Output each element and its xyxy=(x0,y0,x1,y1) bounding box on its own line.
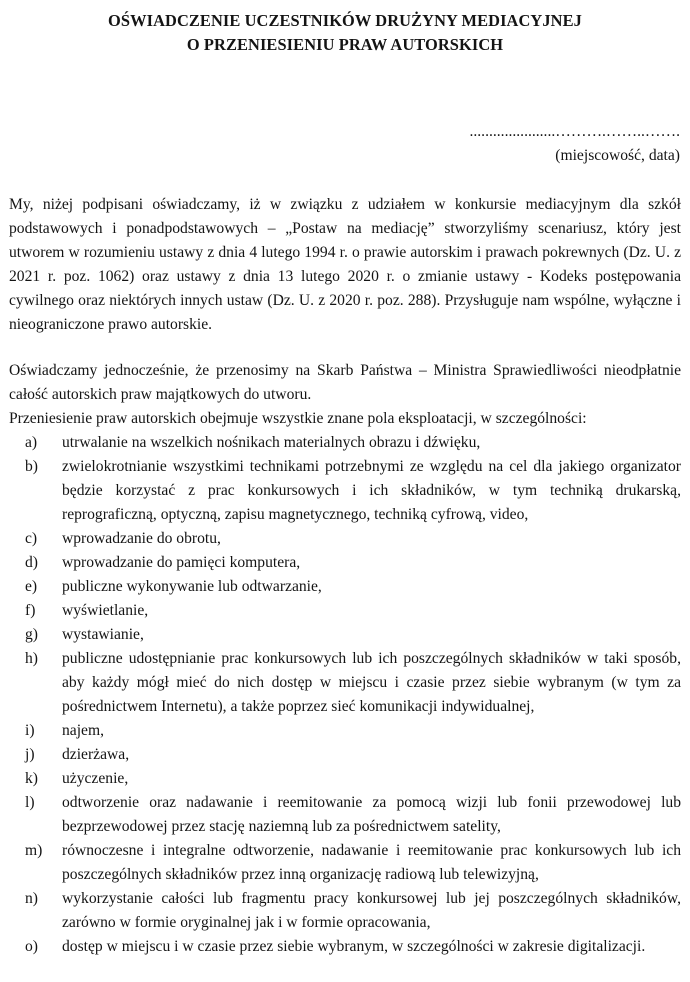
list-item-text: dzierżawa, xyxy=(62,746,130,763)
list-item-text: publiczne udostępnianie prac konkursowych lub ich poszczególnych składników w taki sposób, aby każdy mógł mieć do nich dostęp w miejscu i czasie przez siebie wybranym (w tym za pośrednictwem Internetu), a także poprzez sieć komunikacji indywidualnej, xyxy=(62,650,681,715)
list-item xyxy=(9,455,681,527)
list-item-marker: g) xyxy=(25,626,38,643)
list-item-text: wprowadzanie do pamięci komputera, xyxy=(62,554,301,571)
exploitation-fields-list xyxy=(9,431,681,959)
list-item-text: wyświetlanie, xyxy=(62,602,149,619)
list-item-text: zwielokrotnianie wszystkimi technikami potrzebnymi ze względu na cel dla jakiego organizator będzie korzystać z prac konkursowych i ich składników, w tym techniką drukarską, reprograficzną, optyczną, zapisu magnetycznego, techniką cyfrową, video, xyxy=(62,458,681,523)
list-item xyxy=(9,791,681,839)
list-item xyxy=(9,527,681,551)
list-item-marker: k) xyxy=(25,770,38,787)
document-title xyxy=(0,9,690,57)
list-item-text: utrwalanie na wszelkich nośnikach materialnych obrazu i dźwięku, xyxy=(62,434,481,451)
list-item xyxy=(9,887,681,935)
list-item-marker: h) xyxy=(25,650,38,667)
list-item-text: publiczne wykonywanie lub odtwarzanie, xyxy=(62,578,322,595)
list-item-marker: d) xyxy=(25,554,38,571)
list-item xyxy=(9,575,681,599)
list-item-marker: i) xyxy=(25,722,35,739)
list-item-marker: b) xyxy=(25,458,38,475)
list-item xyxy=(9,719,681,743)
list-item xyxy=(9,599,681,623)
fields-intro-paragraph: Przeniesienie praw autorskich obejmuje wszystkie znane pola eksploatacji, w szczególności: xyxy=(9,410,587,427)
list-item-text: wykorzystanie całości lub fragmentu pracy konkursowej lub jej poszczególnych składników, zarówno w formie oryginalnej jak i w formie opracowania, xyxy=(62,890,681,931)
list-item xyxy=(9,623,681,647)
list-item-text: dostęp w miejscu i w czasie przez siebie wybranym, w szczególności w zakresie digitalizacji. xyxy=(62,938,646,955)
list-item xyxy=(9,431,681,455)
list-item-text: użyczenie, xyxy=(62,770,129,787)
list-item-marker: l) xyxy=(25,794,35,811)
list-item-text: wystawianie, xyxy=(62,626,144,643)
list-item-text: najem, xyxy=(62,722,104,739)
transfer-paragraph: Oświadczamy jednocześnie, że przenosimy na Skarb Państwa – Ministra Sprawiedliwości nieodpłatnie całość autorskich praw majątkowych do utworu. xyxy=(9,362,681,403)
list-item-text: równoczesne i integralne odtworzenie, nadawanie i reemitowanie prac konkursowych lub ich poszczególnych składników przez inną organizację radiową lub telewizyjną, xyxy=(62,842,681,883)
list-item xyxy=(9,839,681,887)
list-item-text: odtworzenie oraz nadawanie i reemitowanie za pomocą wizji lub fonii przewodowej lub bezprzewodowej przez stację naziemną lub za pośrednictwem satelity, xyxy=(62,794,681,835)
list-item-marker: f) xyxy=(25,602,36,619)
list-item-marker: c) xyxy=(25,530,38,547)
place-date-dots: ......................……….……..……. xyxy=(469,123,680,140)
place-date-label: (miejscowość, data) xyxy=(555,147,680,164)
list-item-marker: j) xyxy=(25,746,35,763)
list-item xyxy=(9,647,681,719)
title-line-1: OŚWIADCZENIE UCZESTNIKÓW DRUŻYNY MEDIACYJNEJ xyxy=(108,11,582,30)
list-item xyxy=(9,551,681,575)
list-item-marker: o) xyxy=(25,938,38,955)
list-item xyxy=(9,743,681,767)
place-date-block xyxy=(469,120,680,168)
declaration-paragraph: My, niżej podpisani oświadczamy, iż w związku z udziałem w konkursie mediacyjnym dla szkół podstawowych i ponadpodstawowych – „Postaw na mediację” stworzyliśmy scenariusz, który jest utworem w rozumieniu ustawy z dnia 4 lutego 1994 r. o prawie autorskim i prawach pokrewnych (Dz. U. z 2021 r. poz. 1062) oraz ustawy z dnia 13 lutego 2020 r. o zmianie ustawy - Kodeks postępowania cywilnego oraz niektórych innych ustaw (Dz. U. z 2020 r. poz. 288). Przysługuje nam wspólne, wyłączne i nieograniczone prawo autorskie. xyxy=(9,196,681,333)
list-item-marker: n) xyxy=(25,890,38,907)
list-item-marker: m) xyxy=(25,842,43,859)
title-line-2: O PRZENIESIENIU PRAW AUTORSKICH xyxy=(186,35,504,54)
list-item-marker: e) xyxy=(25,578,38,595)
list-item xyxy=(9,935,681,959)
list-item-text: wprowadzanie do obrotu, xyxy=(62,530,221,547)
list-item xyxy=(9,767,681,791)
list-item-marker: a) xyxy=(25,434,38,451)
